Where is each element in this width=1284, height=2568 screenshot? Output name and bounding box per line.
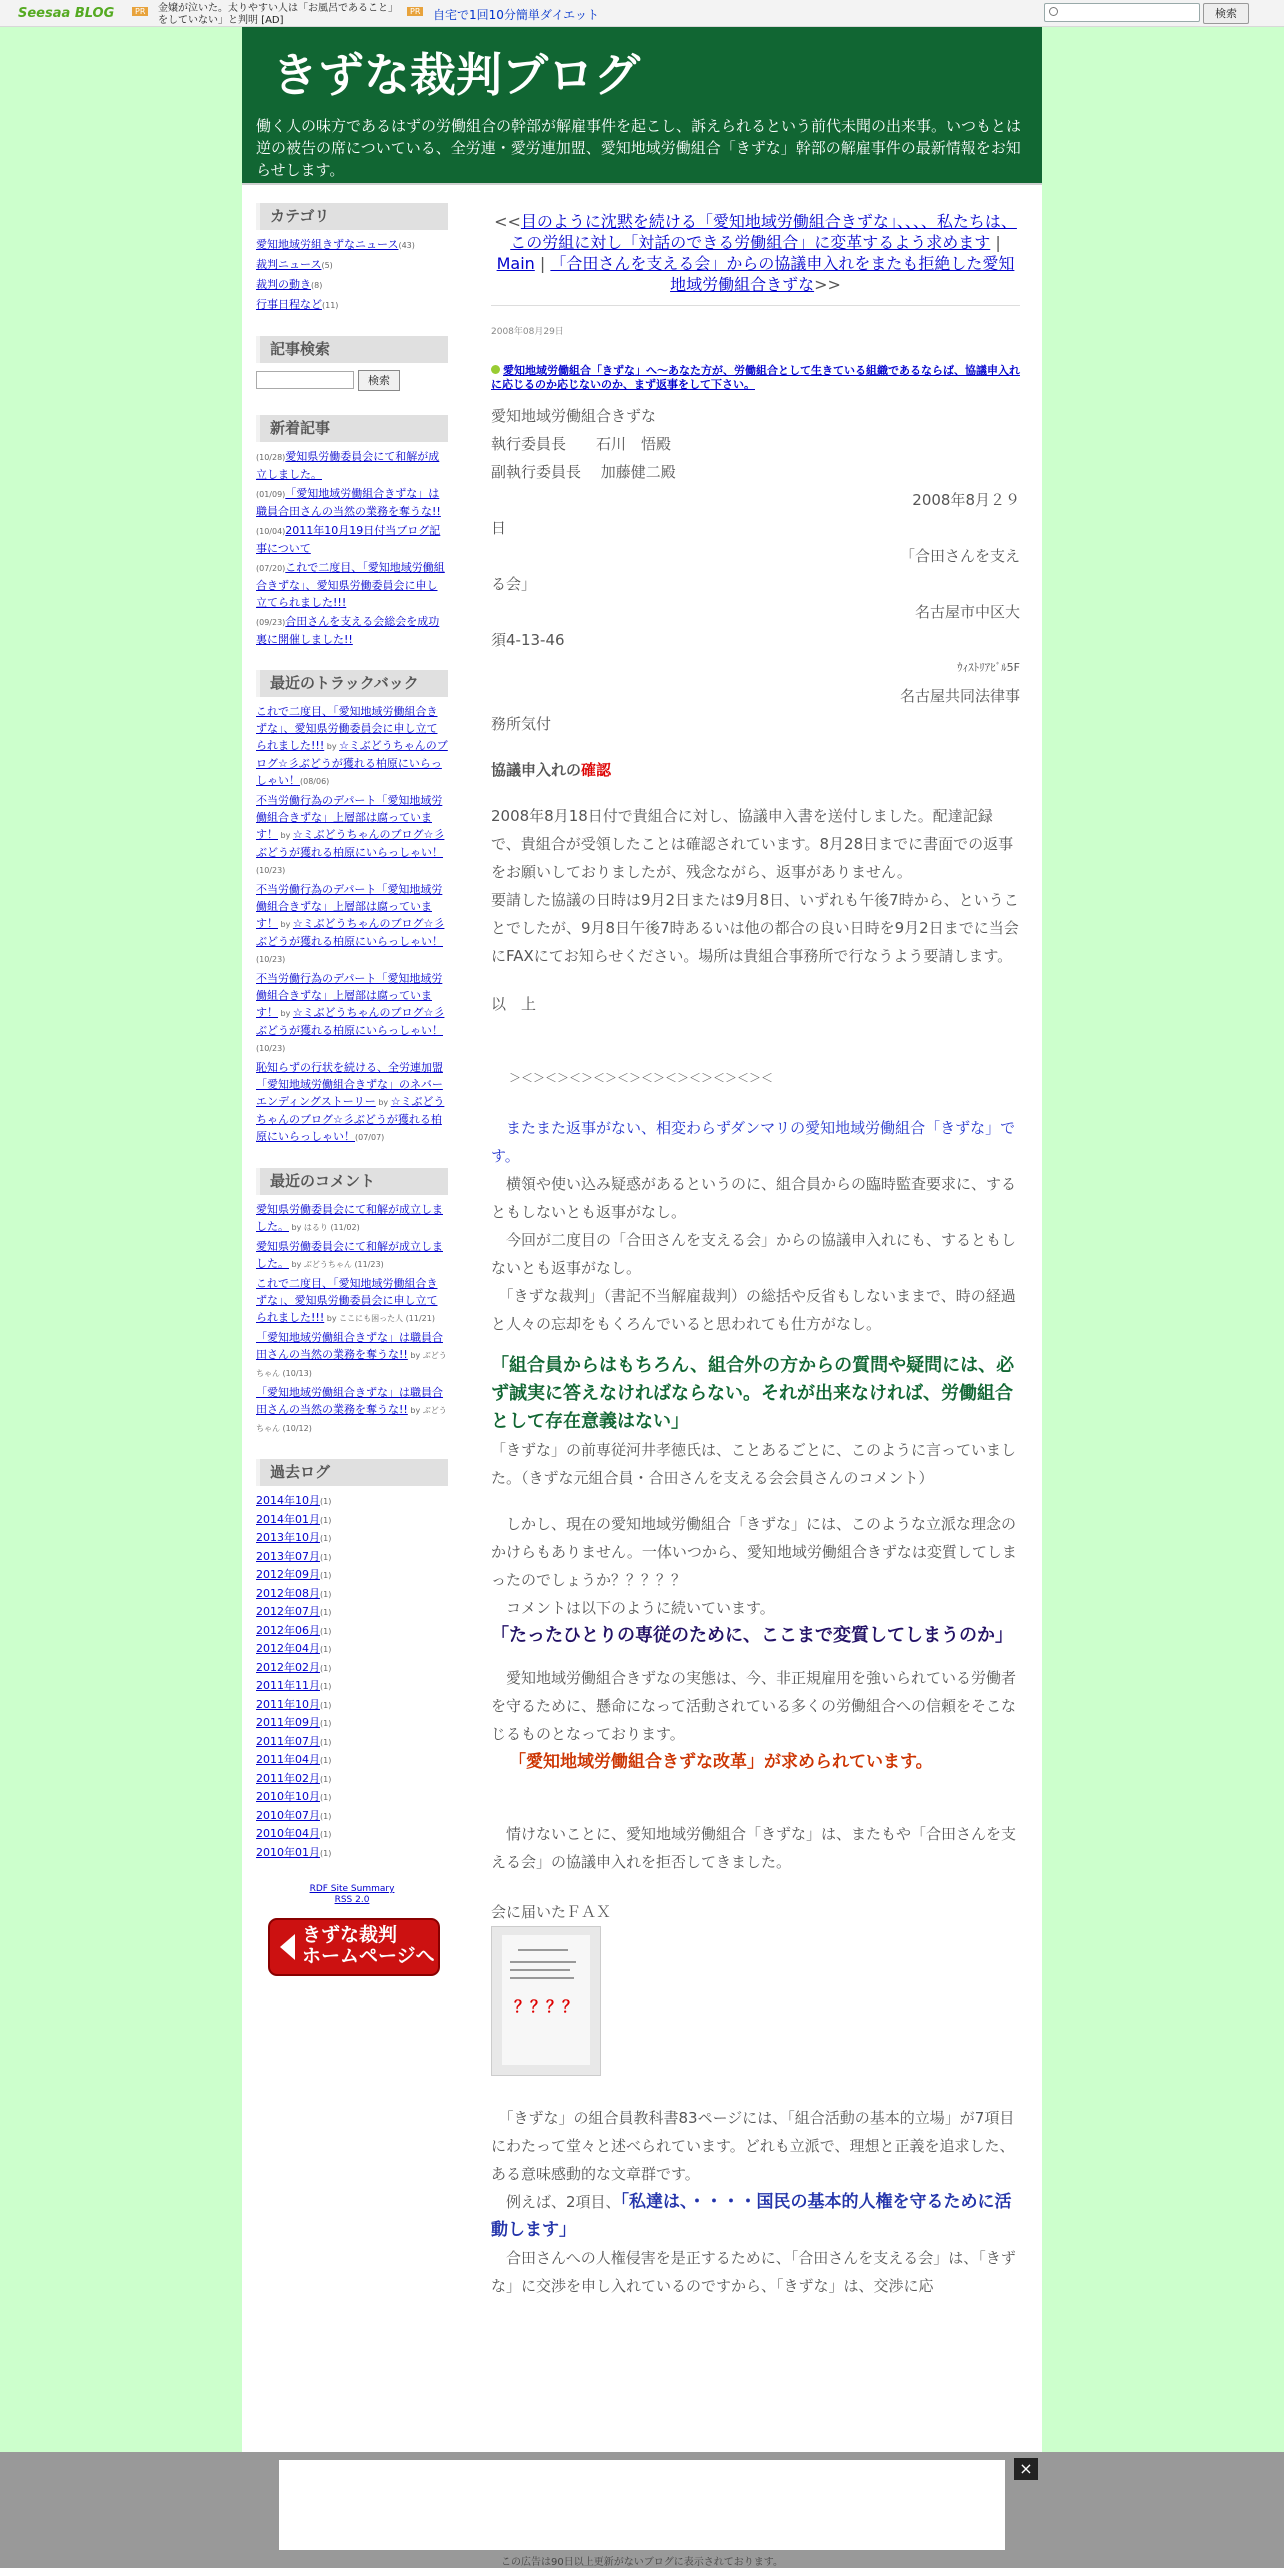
archive-link[interactable]: 2014年10月 — [256, 1494, 320, 1507]
paragraph: 横領や使い込み疑惑があるというのに、組合員からの臨時監査要求に、するともしないとも返事がなし。 — [491, 1175, 1017, 1221]
list-item — [256, 792, 448, 879]
comment-list — [256, 1201, 448, 1437]
sender: 「合田さんを支え — [899, 547, 1020, 565]
comment-link[interactable]: これで二度目、「愛知地域労働組合きずな」、愛知県労働委員会に申し立てられました!!! — [256, 1277, 438, 1324]
archive-link[interactable]: 2010年04月 — [256, 1827, 320, 1840]
recent-link[interactable]: 愛知県労働委員会にて和解が成立しました。 — [256, 450, 440, 481]
letter-date: 2008年8月２９ — [912, 491, 1020, 509]
comment-by: by はるり (11/02) — [289, 1223, 360, 1232]
archive-link[interactable]: 2010年10月 — [256, 1790, 320, 1803]
trackback-by: by — [278, 1009, 293, 1018]
list-item — [256, 1770, 448, 1789]
list-item — [256, 1275, 448, 1327]
comment-heading: 最近のコメント — [256, 1168, 448, 1195]
list-item — [256, 1751, 448, 1770]
list-item — [256, 1622, 448, 1641]
archive-count: (1) — [320, 1645, 332, 1654]
comment-by: by ぶどうちゃん (10/12) — [256, 1406, 447, 1433]
list-item — [256, 1788, 448, 1807]
list-item — [256, 1844, 448, 1863]
list-item — [256, 1548, 448, 1567]
archive-count: (1) — [320, 1719, 332, 1728]
sidebar — [256, 203, 448, 1976]
trackback-heading: 最近のトラックバック — [256, 670, 448, 697]
main-content — [491, 211, 1020, 2300]
archive-count: (1) — [320, 1682, 332, 1691]
fax-question-marks: ？？？？ — [513, 1997, 578, 2016]
post-date: (07/20) — [256, 564, 286, 573]
list-item — [256, 1511, 448, 1530]
archive-count: (1) — [320, 1793, 332, 1802]
trackback-by: by — [324, 742, 340, 751]
next-entry-link[interactable]: 「合田さんを支える会」からの協議申入れをまたも拒絶した愛知地域労働組合きずな — [550, 254, 1015, 294]
list-item — [256, 448, 448, 483]
trackback-date: (10/23) — [256, 1044, 286, 1053]
list-item — [256, 703, 448, 790]
list-item — [256, 970, 448, 1057]
paragraph: 例えば、2項目、「私達は、・・・・国民の基本的人権を守るために活動します」 — [491, 2192, 1012, 2240]
archive-count: (1) — [320, 1774, 332, 1784]
recent-link[interactable]: 2011年10月19日付当ブログ記事について — [256, 524, 441, 555]
archive-count: (1) — [320, 1700, 332, 1710]
category-link[interactable]: 愛知地域労組きずなニュース — [256, 238, 399, 251]
trackback-link[interactable]: 不当労働行為のデパート「愛知地域労働組合きずな」上層部は腐っています！ — [256, 972, 443, 1019]
sender-address: ｳｨｽﾄﾘｱﾋﾞﾙ5F — [957, 661, 1020, 674]
paragraph: しかし、現在の愛知地域労働組合「きずな」には、このような立派な理念のかけらもありません。一体いつから、愛知地域労働組合きずなは変質してしまったのでしょうか？？？？？ — [491, 1515, 1017, 1589]
archive-link[interactable]: 2012年06月 — [256, 1623, 320, 1637]
archive-count: (1) — [320, 1497, 332, 1506]
list-item — [256, 1603, 448, 1622]
ad-slot[interactable] — [279, 2460, 1005, 2550]
pr-badge-2: PR — [407, 7, 423, 16]
archive-link[interactable]: 2011年09月 — [256, 1716, 320, 1729]
post-date: (01/09) — [256, 490, 286, 499]
pr-badge: PR — [132, 7, 148, 16]
archive-link[interactable]: 2012年02月 — [256, 1660, 320, 1674]
sender-address: 須4-13-46 — [491, 631, 565, 649]
category-count: (5) — [321, 261, 333, 270]
seesaa-logo[interactable]: Seesaa BLOG — [18, 6, 115, 21]
archive-link[interactable]: 2010年01月 — [256, 1845, 320, 1859]
archive-count: (1) — [320, 1663, 332, 1673]
letter-date: 日 — [491, 519, 507, 537]
entry-title — [491, 364, 1020, 392]
search-icon — [1049, 7, 1058, 16]
sender-address: 名古屋市中区大 — [914, 603, 1020, 621]
list-item — [256, 1492, 448, 1511]
list-item — [256, 1696, 448, 1715]
comment-link[interactable]: 愛知県労働委員会にて和解が成立しました。 — [256, 1240, 443, 1270]
archive-count: (1) — [320, 1830, 332, 1839]
trackback-author[interactable]: ☆ミぶどうちゃんのブログ☆彡ぶどうが獲れる柏原にいらっしゃい！ — [256, 828, 445, 859]
trackback-by: by — [278, 920, 293, 929]
close-icon[interactable]: × — [1014, 2458, 1038, 2480]
recent-list — [256, 448, 448, 648]
archive-list — [256, 1492, 448, 1862]
sender: る会」 — [491, 575, 537, 593]
list-item — [256, 1384, 448, 1437]
page-container — [242, 27, 1042, 2568]
blog-description: 働く人の味方であるはずの労働組合の幹部が解雇事件を起こし、訴えられるという前代未聞の出来事。いつもとは逆の被告の席についている、全労連・愛労連加盟、愛知地域労働組合「きずな」幹部の解雇事件の最新情報をお知らせします。 — [256, 117, 1022, 179]
archive-link[interactable]: 2011年02月 — [256, 1771, 320, 1785]
list-item — [256, 1733, 448, 1752]
archive-link[interactable]: 2011年07月 — [256, 1734, 320, 1748]
prev-entry-link[interactable]: 目のように沈黙を続ける「愛知地域労働組合きずな」、、、、私たちは、この労組に対し「対話のできる労働組合」に変革するよう求めます — [510, 212, 1017, 252]
quote: 「たったひとりの専従のために、ここまで変質してしまうのか」 — [491, 1625, 1013, 1646]
entry-body — [491, 402, 1020, 2300]
rss-link[interactable]: RSS 2.0 — [334, 1895, 370, 1905]
paragraph: 要請した協議の日時は9月2日または9月8日、いずれも午後7時から、ということでしたが、9月8日午後7時あるいは他の都合の良い日時を9月2日までに当会にFAXにてお知らせください。場所は貴組合事務所で行なうよう要請します。 — [491, 891, 1019, 965]
bullet-icon — [491, 365, 500, 374]
category-count: (8) — [311, 281, 323, 290]
archive-count: (1) — [320, 1626, 332, 1636]
list-item — [256, 236, 448, 254]
list-item — [256, 1529, 448, 1548]
ad-link-1[interactable]: 金嬢が泣いた。太りやすい人は「お風呂であること」をしていない」と判明 [AD] — [158, 3, 398, 26]
list-item — [256, 1566, 448, 1585]
trackback-by: by — [278, 831, 293, 840]
list-item — [256, 256, 448, 274]
comment-link[interactable]: 「愛知地域労働組合きずな」は職員合田さんの当然の業務を奪うな!! — [256, 1331, 443, 1361]
paragraph: 愛知地域労働組合きずなの実態は、今、非正規雇用を強いられている労働者を守るために、懸命になって活動されている多くの労働組合への信頼をそこなじるものとなっております。 — [491, 1669, 1017, 1743]
paragraph: 情けないことに、愛知地域労働組合「きずな」は、またもや「合田さんを支える会」の協議申入れを拒否してきました。 — [491, 1825, 1017, 1871]
recent-link[interactable]: 合田さんを支える会総会を成功裏に開催しました!! — [256, 615, 440, 646]
toolbar-search-input[interactable] — [1044, 3, 1200, 22]
paragraph: 「きずな」の組合員教科書83ページには、「組合活動の基本的立場」が7項目にわたって堂々と述べられています。どれも立派で、理想と正義を追求した、ある意味感動的な文章群です。 — [491, 2109, 1015, 2183]
sidebar-search — [256, 369, 448, 395]
trackback-author[interactable]: ☆ミぶどうちゃんのブログ☆彡ぶどうが獲れる柏原にいらっしゃい！ — [256, 917, 445, 948]
paragraph: 合田さんへの人権侵害を是正するために、「合田さんを支える会」は、「きずな」に交渉を申し入れているのですから、「きずな」は、交渉に応 — [491, 2249, 1016, 2295]
category-list — [256, 236, 448, 314]
archive-count: (1) — [320, 1515, 332, 1525]
category-count: (43) — [398, 241, 415, 250]
archive-link[interactable]: 2011年11月 — [256, 1679, 320, 1692]
trackback-author[interactable]: ☆ミぶどうちゃんのブログ☆彡ぶどうが獲れる柏原にいらっしゃい！ — [256, 739, 448, 787]
ad-link-2[interactable]: 自宅で1回10分簡単ダイエット — [433, 8, 599, 22]
paragraph: 「きずな」の前専従河井孝徳氏は、ことあるごとに、このように言っていました。（きずな元組合員・合田さんを支える会会員さんのコメント） — [491, 1441, 1017, 1487]
list-item — [256, 1640, 448, 1659]
paragraph: 2008年8月18日付で貴組合に対し、協議申入書を送付しました。配達記録で、貴組合が受領したことは確認されています。8月28日までに書面での返事をお願いしておりましたが、残念ながら、返事がありません。 — [491, 807, 1014, 881]
trackback-link[interactable]: 恥知らずの行状を続ける、全労連加盟「愛知地域労働組合きずな」のネバーエンディングストーリー — [256, 1061, 443, 1108]
post-date: (10/04) — [256, 527, 286, 536]
archive-count: (1) — [320, 1589, 332, 1599]
archive-link[interactable]: 2012年08月 — [256, 1586, 320, 1600]
archive-heading: 過去ログ — [256, 1459, 448, 1486]
list-item — [256, 522, 448, 557]
entry-title-link[interactable]: 愛知地域労働組合「きずな」へ～あなた方が、労働組合として生きている組織であるならば、協議申入れに応じるのか応じないのか、まず返事をして下さい。 — [491, 364, 1020, 391]
archive-link[interactable]: 2012年09月 — [256, 1568, 320, 1581]
divider-marks: ＞＜＞＜＞＜＞＜＞＜＞＜＞＜＞＜＞＜＞＜＞＜ — [509, 1071, 774, 1085]
list-item — [256, 1238, 448, 1273]
prev-mark: << — [494, 212, 521, 231]
archive-count: (1) — [320, 1571, 332, 1580]
image-caption: 会に届いたＦＡＸ — [491, 1903, 612, 1921]
entry-date: 2008年08月29日 — [491, 327, 564, 337]
arrow-left-icon — [280, 1934, 295, 1960]
archive-count: (1) — [320, 1608, 332, 1617]
blog-title[interactable]: きずな裁判ブログ — [272, 48, 640, 102]
comment-by: by ここにも困った人 (11/21) — [324, 1314, 435, 1323]
fax-line — [518, 1949, 568, 1951]
sidebar-search-button[interactable]: 検索 — [358, 370, 400, 391]
archive-link[interactable]: 2013年07月 — [256, 1549, 320, 1563]
main-link[interactable]: Main — [496, 254, 535, 273]
sender-address: 名古屋共同法律事 — [899, 687, 1020, 705]
trackback-date: (10/23) — [256, 866, 286, 875]
quote: 「愛知地域労働組合きずな改革」が求められています。 — [509, 1752, 933, 1772]
list-item — [256, 1201, 448, 1236]
list-item — [256, 276, 448, 294]
archive-link[interactable]: 2012年04月 — [256, 1642, 320, 1655]
recent-link[interactable]: 「愛知地域労働組合きずな」は職員合田さんの当然の業務を奪うな!! — [256, 487, 441, 518]
sender-address: 務所気付 — [491, 715, 552, 733]
entry-navigation — [491, 211, 1020, 306]
comment-link[interactable]: 愛知県労働委員会にて和解が成立しました。 — [256, 1203, 443, 1233]
blog-header — [242, 27, 1042, 185]
toolbar-search-button[interactable]: 検索 — [1203, 3, 1249, 24]
homepage-button-label: きずな裁判 ホームページへ — [302, 1924, 435, 1967]
trackback-link[interactable]: これで二度目、「愛知地域労働組合きずな」、愛知県労働委員会に申し立てられました!!! — [256, 705, 438, 752]
category-heading: カテゴリ — [256, 203, 448, 230]
trackback-date: (08/06) — [300, 777, 330, 786]
post-date: (09/23) — [256, 618, 286, 627]
list-item — [256, 1825, 448, 1844]
fax-line — [510, 1961, 576, 1963]
addressee: 副執行委員長 加藤健二殿 — [491, 463, 676, 481]
comment-by: by ぶどうちゃん (10/13) — [256, 1351, 447, 1378]
trackback-list — [256, 703, 448, 1146]
list-item — [256, 296, 448, 314]
list-item — [256, 1059, 448, 1146]
list-item — [256, 559, 448, 611]
paragraph: コメントは以下のように続いています。 — [491, 1599, 775, 1617]
fax-line — [510, 1977, 574, 1979]
category-link[interactable]: 裁判の動き — [256, 278, 311, 291]
archive-link[interactable]: 2012年07月 — [256, 1605, 320, 1618]
list-item — [256, 1714, 448, 1733]
nav-separator: | — [534, 254, 551, 273]
archive-count: (1) — [320, 1848, 332, 1858]
archive-link[interactable]: 2013年10月 — [256, 1531, 320, 1544]
list-item — [256, 485, 448, 520]
category-link[interactable]: 裁判ニュース — [256, 258, 322, 271]
sidebar-search-input[interactable] — [256, 371, 354, 389]
ad-notice: この広告は90日以上更新がないブログに表示されております。 — [501, 2557, 783, 2568]
list-item — [256, 613, 448, 648]
list-item — [256, 1585, 448, 1604]
archive-count: (1) — [320, 1737, 332, 1747]
rdf-link[interactable]: RDF Site Summary — [309, 1884, 395, 1894]
list-item — [256, 1329, 448, 1382]
archive-link[interactable]: 2011年04月 — [256, 1753, 320, 1766]
feed-links — [256, 1884, 448, 1906]
homepage-button[interactable] — [268, 1918, 440, 1976]
recent-heading: 新着記事 — [256, 415, 448, 442]
list-item — [256, 1659, 448, 1678]
list-item — [256, 881, 448, 968]
fax-line — [510, 1969, 570, 1971]
paragraph: 「きずな裁判」（書記不当解雇裁判）の総括や反省もしないままで、時の経過と人々の忘却をもくろんでいると思われても仕方がなし。 — [491, 1287, 1016, 1333]
post-date: (10/28) — [256, 453, 286, 462]
next-mark: >> — [814, 275, 841, 294]
archive-count: (1) — [320, 1534, 332, 1543]
list-item — [256, 1807, 448, 1826]
trackback-author[interactable]: ☆ミぶどうちゃんのブログ☆彡ぶどうが獲れる柏原にいらっしゃい！ — [256, 1095, 445, 1143]
paragraph: またまた返事がない、相変わらずダンマリの愛知地域労働組合「きずな」です。 — [491, 1119, 1016, 1165]
trackback-author[interactable]: ☆ミぶどうちゃんのブログ☆彡ぶどうが獲れる柏原にいらっしゃい！ — [256, 1006, 445, 1037]
archive-link[interactable]: 2011年10月 — [256, 1697, 320, 1711]
recent-link[interactable]: これで二度目、「愛知地域労働組合きずな」、愛知県労働委員会に申し立てられました!!! — [256, 561, 445, 609]
quote: 「組合員からはもちろん、組合外の方からの質問や疑問には、必ず誠実に答えなければならない。それが出来なければ、労働組合として存在意義はない」 — [491, 1355, 1015, 1432]
comment-link[interactable]: 「愛知地域労働組合きずな」は職員合田さんの当然の業務を奪うな!! — [256, 1386, 443, 1416]
addressee: 愛知地域労働組合きずな — [491, 407, 657, 425]
category-link[interactable]: 行事日程など — [256, 298, 322, 311]
archive-count: (1) — [320, 1552, 332, 1562]
archive-count: (1) — [320, 1756, 332, 1765]
seesaa-toolbar — [0, 0, 1284, 27]
trackback-link[interactable]: 不当労働行為のデパート「愛知地域労働組合きずな」上層部は腐っています！ — [256, 883, 443, 930]
archive-link[interactable]: 2014年01月 — [256, 1512, 320, 1526]
category-count: (11) — [322, 301, 339, 310]
trackback-by: by — [375, 1098, 391, 1107]
archive-count: (1) — [320, 1811, 332, 1821]
letter-heading: 協議申入れの確認 — [491, 761, 612, 779]
footer-ad-overlay — [0, 2452, 1284, 2568]
closing: 以 上 — [491, 995, 537, 1013]
trackback-date: (07/07) — [355, 1133, 385, 1142]
fax-image[interactable] — [491, 1926, 601, 2076]
search-heading: 記事検索 — [256, 336, 448, 363]
paragraph: 今回が二度目の「合田さんを支える会」からの協議申入れにも、するともしないとも返事がなし。 — [491, 1231, 1017, 1277]
comment-by: by ぶどうちゃん (11/23) — [289, 1260, 384, 1269]
trackback-date: (10/23) — [256, 955, 286, 964]
list-item — [256, 1677, 448, 1696]
nav-separator: | — [990, 233, 1001, 252]
trackback-link[interactable]: 不当労働行為のデパート「愛知地域労働組合きずな」上層部は腐っています！ — [256, 794, 443, 841]
archive-link[interactable]: 2010年07月 — [256, 1808, 320, 1822]
addressee: 執行委員長 石川 悟殿 — [491, 435, 672, 453]
